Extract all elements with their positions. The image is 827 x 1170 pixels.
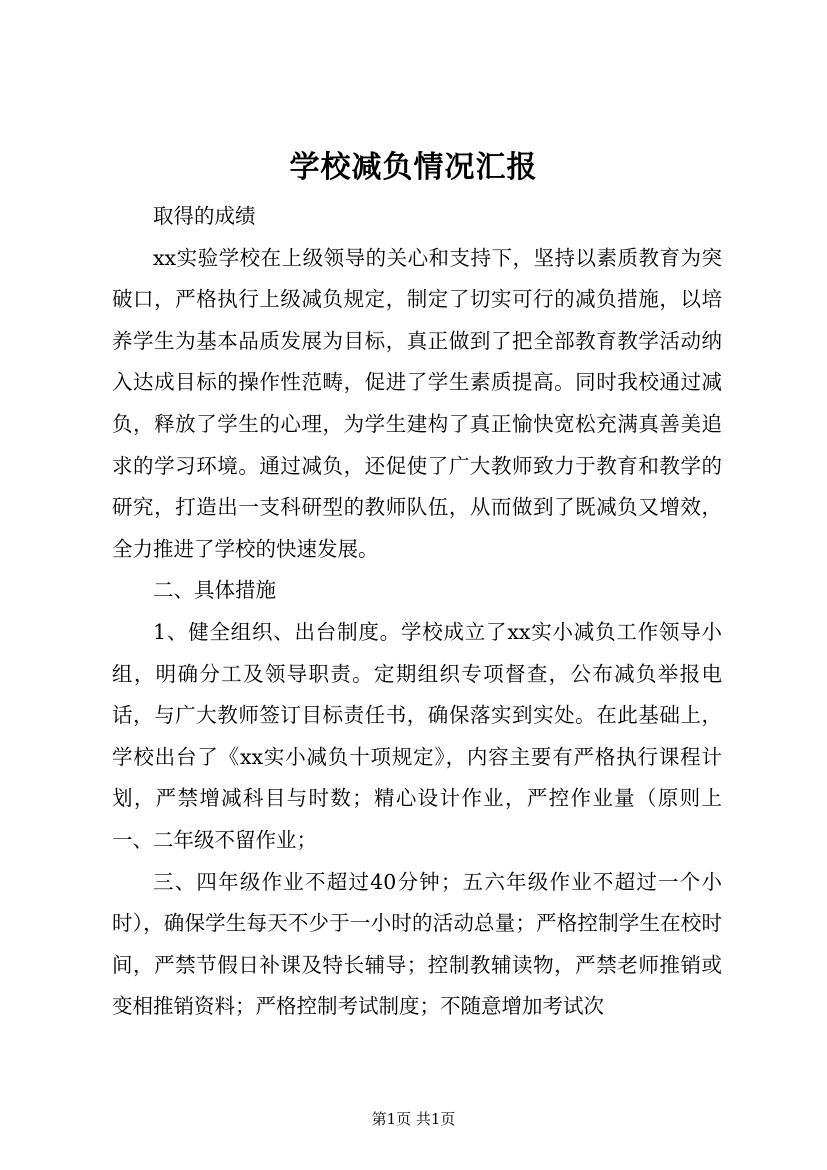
section-heading-measures: 二、具体措施 xyxy=(153,578,276,603)
section-heading-achievements: 取得的成绩 xyxy=(153,204,256,228)
document-body xyxy=(112,196,722,1028)
paragraph-measure-1: 1、健全组织、出台制度。学校成立了xx实小减负工作领导小组，明确分工及领导职责。定期组织专项督查，公布减负举报电话，与广大教师签订目标责任书，确保落实到实处。在此基础上，学校出台了《xx实小减负十项规定》，内容主要有严格执行课程计划，严禁增减科目与时数；精心设计作业，严控作业量（原则上一、二年级不留作业； xyxy=(112,619,722,852)
page-footer: 第1页 共1页 xyxy=(371,1110,456,1128)
paragraph-measure-continued: 三、四年级作业不超过40分钟；五六年级作业不超过一个小时），确保学生每天不少于一小时的活动总量；严格控制学生在校时间，严禁节假日补课及特长辅导；控制教辅读物，严禁老师推销或变相推销资料；严格控制考试制度；不随意增加考试次 xyxy=(112,869,722,1019)
document-title: 学校减负情况汇报 xyxy=(289,150,538,185)
paragraph-achievements: xx实验学校在上级领导的关心和支持下，坚持以素质教育为突破口，严格执行上级减负规定，制定了切实可行的减负措施，以培养学生为基本品质发展为目标，真正做到了把全部教育教学活动纳入达成目标的操作性范畴，促进了学生素质提高。同时我校通过减负，释放了学生的心理，为学生建构了真正愉快宽松充满真善美追求的学习环境。通过减负，还促使了广大教师致力于教育和教学的研究，打造出一支科研型的教师队伍，从而做到了既减负又增效，全力推进了学校的快速发展。 xyxy=(112,245,722,561)
